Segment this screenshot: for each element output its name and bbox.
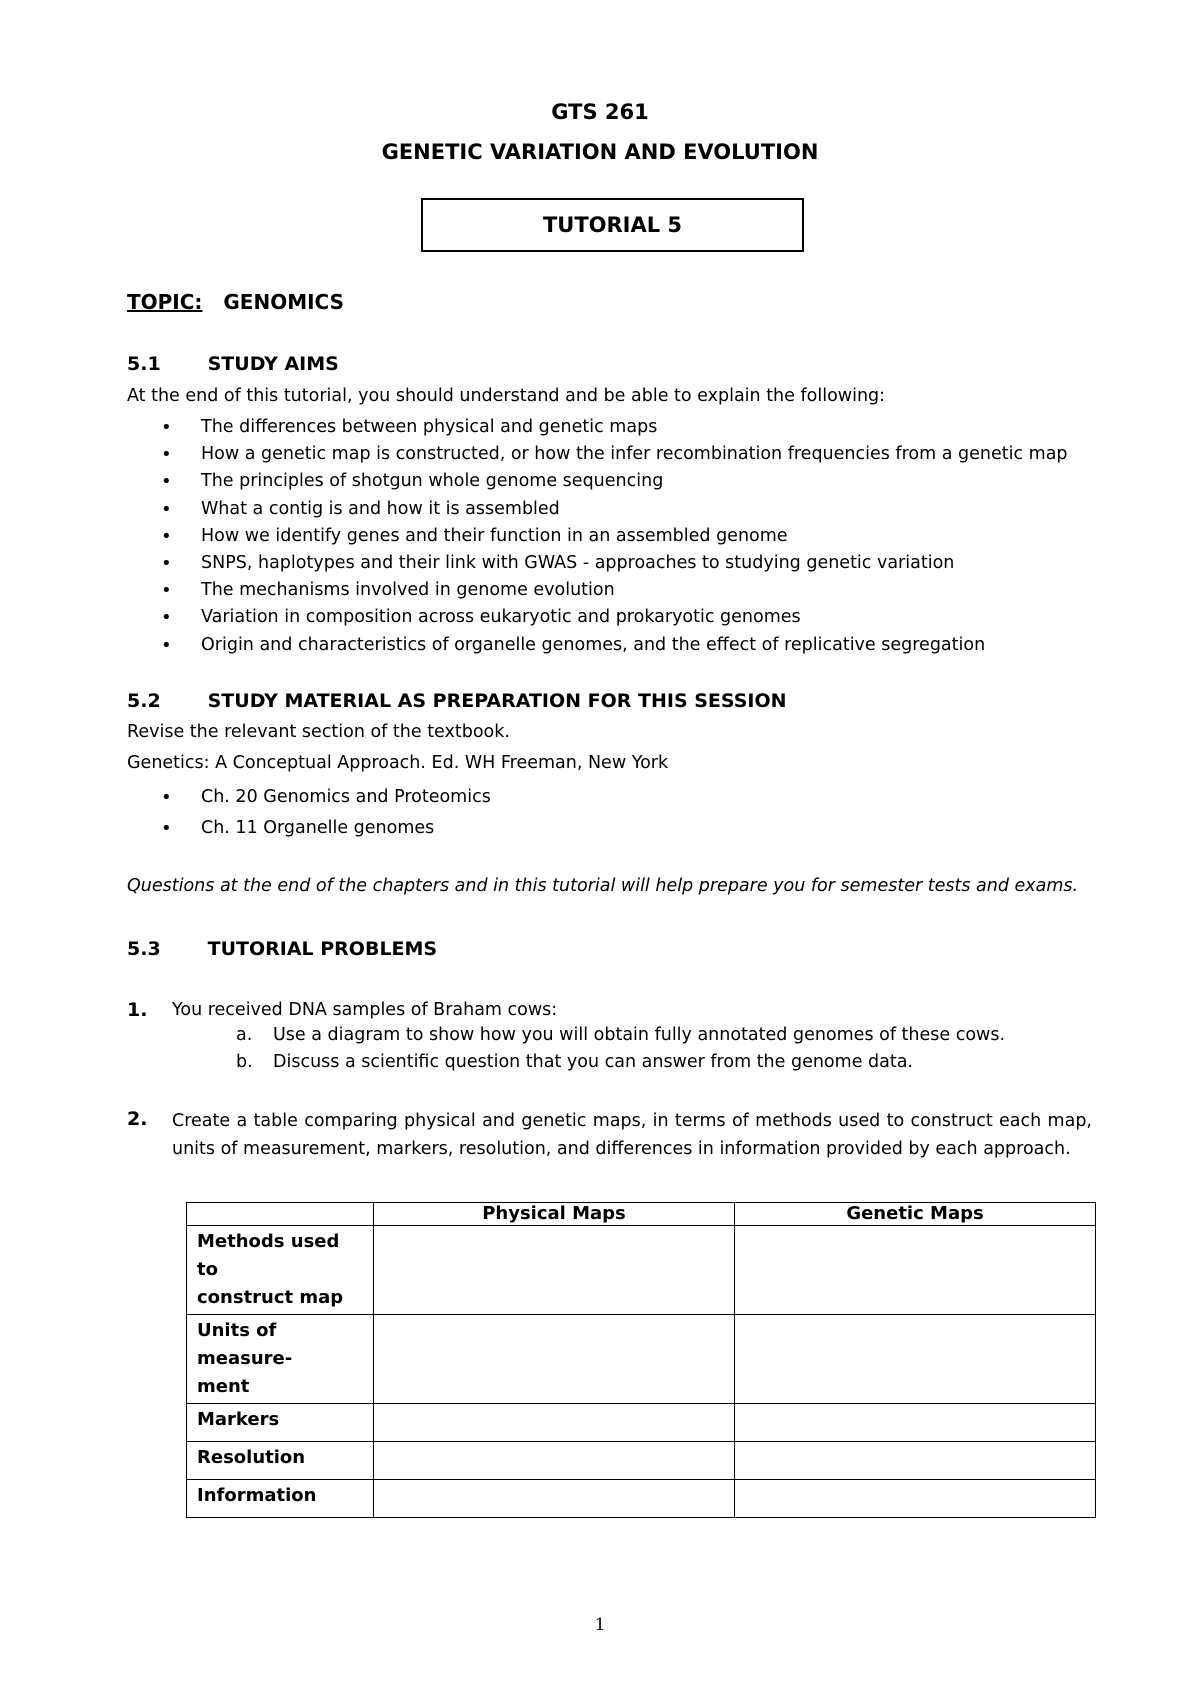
- tutorial-title-box: [421, 198, 804, 252]
- table-cell[interactable]: [735, 1480, 1096, 1518]
- table-cell[interactable]: [735, 1442, 1096, 1480]
- table-cell[interactable]: [735, 1404, 1096, 1442]
- row-label: Units of measure- ment: [187, 1315, 374, 1404]
- table-cell[interactable]: [735, 1315, 1096, 1404]
- study-note: Questions at the end of the chapters and in this tutorial will help prepare you for semester tests and exams.: [127, 876, 1079, 896]
- row-label: Markers: [187, 1404, 374, 1442]
- bullet-icon: •: [161, 818, 172, 839]
- textbook-reference: Genetics: A Conceptual Approach. Ed. WH Freeman, New York: [127, 753, 669, 773]
- table-header: [187, 1203, 374, 1226]
- list-item: • The mechanisms involved in genome evolution: [127, 577, 1068, 604]
- list-item: • What a contig is and how it is assembled: [127, 496, 1068, 523]
- bullet-icon: •: [161, 607, 172, 629]
- bullet-icon: •: [161, 498, 172, 520]
- comparison-table: [186, 1202, 1096, 1518]
- section-number: 5.1: [127, 353, 161, 375]
- table-row: [187, 1315, 1096, 1404]
- section-title: STUDY AIMS: [207, 353, 339, 375]
- study-aims-list: [127, 414, 1068, 659]
- table-header: Genetic Maps: [735, 1203, 1096, 1226]
- list-item: • Variation in composition across eukaryotic and prokaryotic genomes: [127, 604, 1068, 631]
- bullet-icon: •: [161, 580, 172, 602]
- course-title: GENETIC VARIATION AND EVOLUTION: [381, 140, 819, 164]
- list-item: • Origin and characteristics of organelle genomes, and the effect of replicative segregation: [127, 632, 1068, 659]
- chapter-list: [127, 782, 491, 844]
- list-item: • How we identify genes and their function in an assembled genome: [127, 523, 1068, 550]
- table-cell[interactable]: [374, 1442, 735, 1480]
- bullet-icon: •: [161, 787, 172, 808]
- course-code: GTS 261: [551, 100, 649, 124]
- table-cell[interactable]: [374, 1404, 735, 1442]
- row-label: Resolution: [187, 1442, 374, 1480]
- section-heading-tutorial-problems: [127, 938, 437, 960]
- table-row: [187, 1226, 1096, 1315]
- section-number: 5.2: [127, 690, 161, 712]
- row-label: Information: [187, 1480, 374, 1518]
- bullet-icon: •: [161, 552, 172, 574]
- list-item: • Ch. 20 Genomics and Proteomics: [127, 782, 491, 813]
- bullet-icon: •: [161, 525, 172, 547]
- table-cell[interactable]: [374, 1315, 735, 1404]
- table-row: [187, 1480, 1096, 1518]
- bullet-icon: •: [161, 471, 172, 493]
- list-item: b. Discuss a scientific question that you can answer from the genome data.: [236, 1052, 913, 1072]
- table-cell[interactable]: [374, 1480, 735, 1518]
- row-label: Methods used to construct map: [187, 1226, 374, 1315]
- list-item: a. Use a diagram to show how you will obtain fully annotated genomes of these cows.: [236, 1025, 1006, 1045]
- study-aims-intro: At the end of this tutorial, you should understand and be able to explain the following:: [127, 386, 886, 406]
- table-header: Physical Maps: [374, 1203, 735, 1226]
- topic-line: [127, 290, 344, 314]
- section-title: TUTORIAL PROBLEMS: [207, 938, 438, 960]
- tutorial-label: TUTORIAL 5: [542, 213, 683, 237]
- bullet-icon: •: [161, 634, 172, 656]
- list-item: • The principles of shotgun whole genome sequencing: [127, 468, 1068, 495]
- question-text: Create a table comparing physical and genetic maps, in terms of methods used to construct each map, units of measurement, markers, resolution, and differences in information provided by each approach.: [172, 1111, 1092, 1159]
- section-heading-study-material: [127, 690, 787, 712]
- section-number: 5.3: [127, 938, 161, 960]
- bullet-icon: •: [161, 417, 172, 438]
- question-number: 2.: [127, 1108, 148, 1130]
- study-material-line: Revise the relevant section of the textbook.: [127, 722, 510, 742]
- list-item: • SNPS, haplotypes and their link with GWAS - approaches to studying genetic variation: [127, 550, 1068, 577]
- page-number: 1: [594, 1615, 606, 1635]
- list-item: • How a genetic map is constructed, or how the infer recombination frequencies from a genetic map: [127, 441, 1068, 468]
- question-sub-items: [236, 1022, 1005, 1076]
- table-row: [187, 1442, 1096, 1480]
- table-header-row: [187, 1203, 1096, 1226]
- question-text: You received DNA samples of Braham cows:: [172, 1000, 558, 1020]
- question-number: 1.: [127, 999, 148, 1021]
- topic-value: GENOMICS: [223, 290, 345, 314]
- table-row: [187, 1404, 1096, 1442]
- table-cell[interactable]: [735, 1226, 1096, 1315]
- section-title: STUDY MATERIAL AS PREPARATION FOR THIS SESSION: [207, 690, 787, 712]
- bullet-icon: •: [161, 444, 172, 466]
- list-item: • The differences between physical and genetic maps: [127, 414, 1068, 441]
- topic-label: TOPIC:: [127, 290, 203, 314]
- table-cell[interactable]: [374, 1226, 735, 1315]
- section-heading-study-aims: [127, 353, 339, 375]
- list-item: • Ch. 11 Organelle genomes: [127, 813, 491, 844]
